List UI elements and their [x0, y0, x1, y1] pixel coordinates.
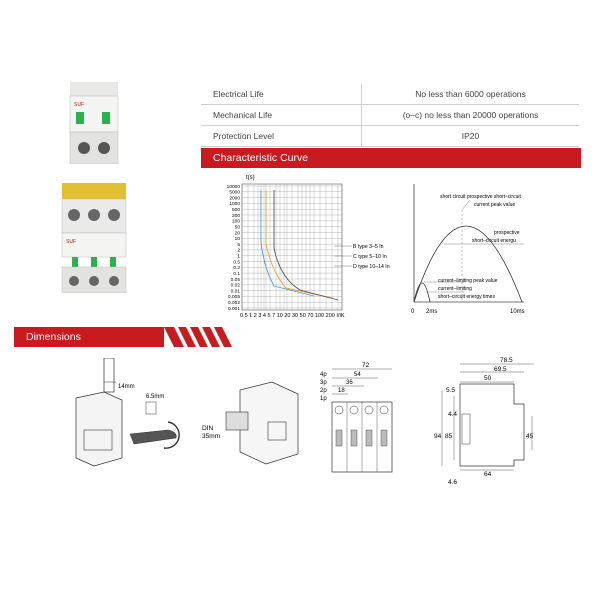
wiring-illustration [64, 358, 194, 470]
dim-value: 85 [445, 433, 453, 440]
dim-value: 45 [526, 433, 534, 440]
pole-label: 3p [320, 380, 327, 386]
y-tick-label: 50 [234, 225, 240, 231]
y-tick-label: 2 [237, 248, 240, 254]
y-tick-label: 0.1 [233, 271, 240, 277]
dim-value: 54 [354, 372, 361, 378]
y-tick-label: 0.05 [230, 277, 240, 283]
y-tick-label: 100 [231, 219, 240, 225]
y-tick-label: 0.001 [227, 306, 240, 312]
y-tick-label: 500 [231, 208, 240, 213]
y-tick-label: 10 [234, 237, 240, 243]
y-tick-labels [227, 184, 241, 312]
spec-value: No less than 6000 operations [361, 84, 579, 104]
y-tick-label: 5000 [229, 190, 240, 196]
spec-key: Electrical Life [213, 89, 264, 99]
spec-value: IP20 [361, 126, 579, 146]
spec-row [201, 105, 579, 126]
din-width: 35mm [202, 433, 221, 440]
x-label: 10ms [510, 309, 525, 315]
dim-value: 18 [338, 388, 345, 394]
curve-label: prospective [494, 230, 520, 236]
curve-label: current–limiting [438, 286, 472, 292]
pole-label: 2p [320, 388, 327, 394]
curve-label: short–circuit energu [472, 238, 516, 244]
curve-label: current–limiting peak value [438, 278, 498, 284]
y-tick-label: 5 [237, 242, 240, 248]
curve-label: short–circuit energy times [438, 294, 495, 300]
wire-length: 14mm [118, 384, 135, 390]
dim-value: 72 [362, 362, 370, 369]
x-label: 2ms [426, 309, 438, 315]
y-tick-label: 2000 [229, 196, 240, 202]
product-image-3p [58, 183, 130, 293]
strip-length: 6.5mm [146, 394, 165, 400]
side-dimension-drawing [434, 354, 544, 490]
svg-text:SUF: SUF [74, 102, 84, 108]
dimensions-header [14, 327, 164, 347]
dim-value: 69.5 [494, 366, 507, 373]
x-label: 0 [411, 309, 415, 315]
spec-row [201, 126, 579, 147]
dim-value: 4.6 [448, 479, 458, 486]
product-image-2p [64, 82, 124, 164]
spec-value: (o–c) no less than 20000 operations [361, 105, 579, 125]
spec-row [201, 84, 579, 105]
svg-text:SUF: SUF [66, 239, 76, 245]
spec-table [201, 84, 579, 147]
pole-label: 1p [320, 396, 327, 402]
dim-value: 36 [346, 380, 353, 386]
y-tick-label: 0.002 [227, 301, 240, 306]
characteristic-curve-header [201, 148, 581, 168]
y-tick-label: 200 [231, 213, 240, 219]
pole-label: 4p [320, 372, 327, 378]
y-tick-label: 20 [234, 231, 240, 237]
y-axis-label: t(s) [246, 175, 255, 181]
y-tick-label: 0.2 [233, 266, 240, 272]
dim-value: 4.4 [448, 411, 458, 418]
legend-b: B type 3–5 In [353, 244, 384, 250]
front-dimension-drawing [318, 360, 400, 480]
section-title: Dimensions [26, 331, 81, 343]
dim-value: 5.5 [446, 387, 456, 394]
trip-curve-chart [214, 172, 404, 322]
x-tick-labels: 0.5 1 2 3 4 5 7 10 20 30 50 70 100 200 I/IK [240, 313, 345, 319]
din-rail-view [200, 380, 300, 470]
din-label: DIN [202, 425, 214, 432]
y-tick-label: 0.02 [230, 283, 240, 289]
header-decoration [164, 327, 234, 347]
y-tick-label: 0.5 [233, 260, 240, 266]
y-tick-label: 0.005 [227, 295, 240, 301]
y-tick-label: 1000 [229, 202, 240, 208]
y-tick-label: 0.01 [230, 289, 240, 295]
dim-value: 94 [434, 433, 442, 440]
current-limiting-chart [404, 180, 584, 325]
dim-value: 78.5 [500, 357, 513, 364]
dim-value: 50 [484, 375, 492, 382]
curve-label: short circuit prospective short–circuit [440, 194, 521, 200]
curve-label: current peak value [474, 202, 516, 208]
dim-value: 64 [484, 471, 492, 478]
y-tick-label: 1 [237, 254, 240, 260]
legend-c: C type 5–10 In [353, 254, 387, 260]
y-tick-label: 10000 [226, 184, 240, 190]
spec-key: Protection Level [213, 131, 274, 141]
spec-key: Mechanical Life [213, 110, 273, 120]
section-title: Characteristic Curve [213, 152, 309, 164]
legend-d: D type 10–14 In [353, 264, 390, 270]
